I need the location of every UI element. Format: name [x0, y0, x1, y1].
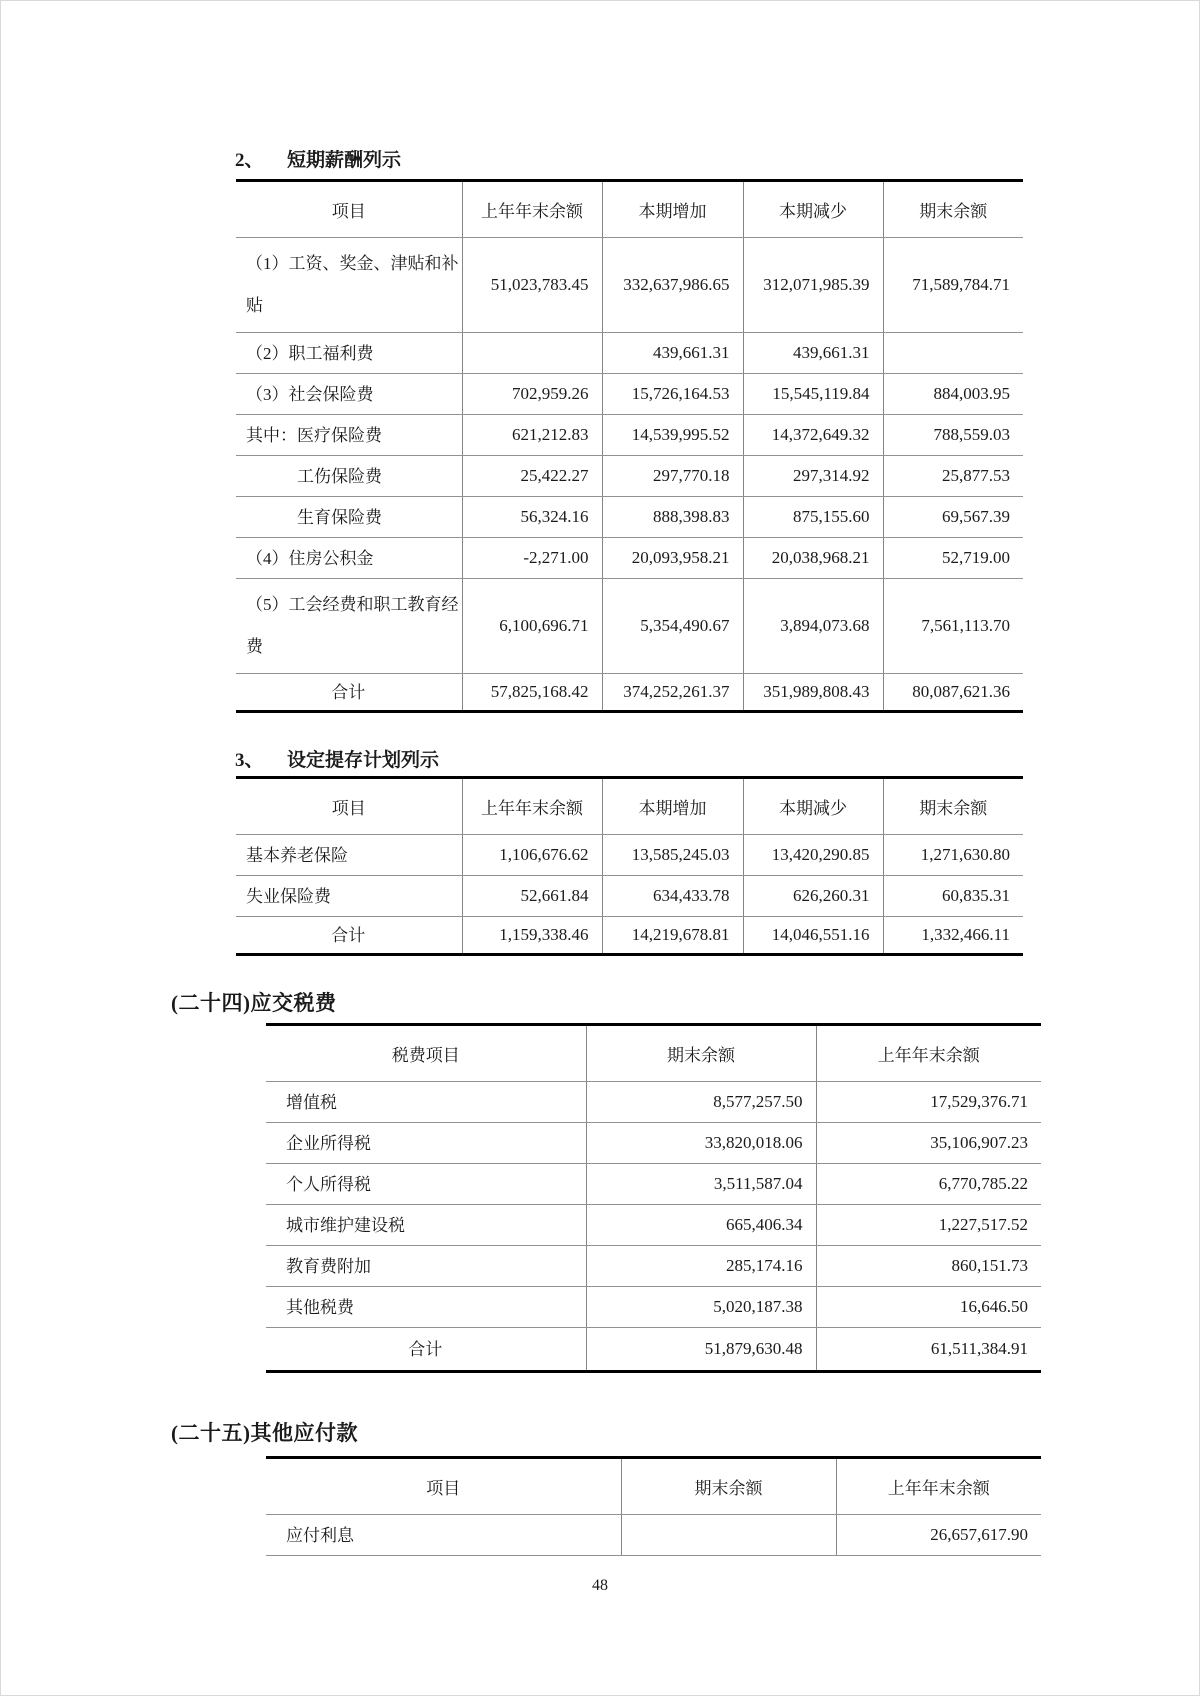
column-header: 上年年末余额 [816, 1025, 1041, 1082]
cell-value: 875,155.60 [743, 497, 883, 538]
cell-value: 52,719.00 [883, 538, 1023, 579]
row-label: （1）工资、奖金、津贴和补贴 [236, 238, 462, 333]
cell-value: 20,038,968.21 [743, 538, 883, 579]
section-number: (二十四) [171, 991, 251, 1015]
cell-value: 16,646.50 [816, 1287, 1041, 1328]
column-header: 项目 [236, 181, 462, 238]
cell-value: 3,894,073.68 [743, 579, 883, 674]
header-row [266, 1025, 1041, 1082]
row-label: （4）住房公积金 [236, 538, 462, 579]
section-heading-defined-contribution [235, 745, 439, 772]
column-header: 项目 [236, 778, 462, 835]
section-title: 其他应付款 [250, 1421, 358, 1445]
column-header: 期末余额 [883, 778, 1023, 835]
section-title: 应交税费 [250, 991, 337, 1015]
cell-value: 439,661.31 [602, 333, 743, 374]
table-row [266, 1123, 1041, 1164]
section-heading-taxes-payable [171, 987, 337, 1017]
total-row [236, 917, 1023, 955]
table-row [266, 1287, 1041, 1328]
cell-value: 1,332,466.11 [921, 925, 1010, 944]
row-label: （3）社会保险费 [236, 374, 462, 415]
table-row [236, 374, 1023, 415]
section-number: (二十五) [171, 1421, 251, 1445]
cell-value: 702,959.26 [462, 374, 602, 415]
cell-value: 51,023,783.45 [462, 238, 602, 333]
total-row [266, 1328, 1041, 1372]
row-label: （5）工会经费和职工教育经费 [236, 579, 462, 674]
cell-value: 621,212.83 [462, 415, 602, 456]
column-header: 上年年末余额 [836, 1458, 1041, 1515]
column-header: 上年年末余额 [462, 181, 602, 238]
cell-value: 1,106,676.62 [462, 835, 602, 876]
column-header: 本期减少 [743, 778, 883, 835]
cell-value [621, 1515, 836, 1556]
cell-value: 6,100,696.71 [462, 579, 602, 674]
other-payables-table [266, 1456, 1041, 1556]
cell-value: 57,825,168.42 [462, 674, 602, 712]
cell-value: 52,661.84 [462, 876, 602, 917]
cell-value: 860,151.73 [816, 1246, 1041, 1287]
table-row [236, 835, 1023, 876]
header-row [236, 181, 1023, 238]
header-row [236, 778, 1023, 835]
column-header: 期末余额 [883, 181, 1023, 238]
cell-value: 25,877.53 [883, 456, 1023, 497]
column-header: 税费项目 [266, 1025, 586, 1082]
cell-value: 14,219,678.81 [602, 917, 743, 955]
table-row [236, 415, 1023, 456]
column-header: 项目 [266, 1458, 621, 1515]
short-term-compensation-table [236, 179, 1023, 713]
total-row [236, 674, 1023, 712]
cell-value: 297,770.18 [602, 456, 743, 497]
section-title: 设定提存计划列示 [287, 750, 440, 771]
cell-value: 888,398.83 [602, 497, 743, 538]
cell-value: 69,567.39 [883, 497, 1023, 538]
row-label: 其中：医疗保险费 [236, 415, 462, 456]
cell-value: 26,657,617.90 [836, 1515, 1041, 1556]
cell-value [883, 333, 1023, 374]
cell-value: 1,227,517.52 [816, 1205, 1041, 1246]
cell-value: 25,422.27 [462, 456, 602, 497]
column-header: 期末余额 [621, 1458, 836, 1515]
cell-value: -2,271.00 [462, 538, 602, 579]
row-label: 工伤保险费 [236, 456, 462, 497]
cell-value: 14,539,995.52 [602, 415, 743, 456]
cell-value: 14,046,551.16 [743, 917, 883, 955]
section-heading-other-payables [171, 1417, 358, 1447]
row-label: 合计 [236, 917, 462, 955]
cell-value: 285,174.16 [586, 1246, 816, 1287]
section-number: 2、 [235, 150, 264, 171]
header-row [266, 1458, 1041, 1515]
cell-value: 374,252,261.37 [602, 674, 743, 712]
cell-value: 6,770,785.22 [816, 1164, 1041, 1205]
cell-value: 80,087,621.36 [912, 682, 1010, 701]
cell-value: 1,159,338.46 [462, 917, 602, 955]
row-label: 失业保险费 [236, 876, 462, 917]
cell-value: 297,314.92 [743, 456, 883, 497]
row-label: （2）职工福利费 [236, 333, 462, 374]
cell-value: 312,071,985.39 [743, 238, 883, 333]
row-label: 增值税 [266, 1082, 586, 1123]
cell-value: 17,529,376.71 [816, 1082, 1041, 1123]
cell-value: 15,726,164.53 [602, 374, 743, 415]
row-label: 合计 [236, 674, 462, 712]
cell-value: 33,820,018.06 [586, 1123, 816, 1164]
table-row [266, 1205, 1041, 1246]
cell-value: 14,372,649.32 [743, 415, 883, 456]
row-label: 其他税费 [266, 1287, 586, 1328]
cell-value: 788,559.03 [883, 415, 1023, 456]
cell-value: 13,420,290.85 [743, 835, 883, 876]
table-row [266, 1246, 1041, 1287]
table-row [266, 1082, 1041, 1123]
cell-value: 51,879,630.48 [586, 1328, 816, 1372]
table-row [236, 333, 1023, 374]
cell-value: 15,545,119.84 [743, 374, 883, 415]
cell-value: 332,637,986.65 [602, 238, 743, 333]
table-row [236, 538, 1023, 579]
table-row [236, 238, 1023, 333]
cell-value: 5,020,187.38 [586, 1287, 816, 1328]
table-row [236, 876, 1023, 917]
cell-value: 439,661.31 [743, 333, 883, 374]
row-label: 教育费附加 [266, 1246, 586, 1287]
section-title: 短期薪酬列示 [287, 150, 402, 171]
cell-value: 665,406.34 [586, 1205, 816, 1246]
table-row [236, 456, 1023, 497]
row-label: 个人所得税 [266, 1164, 586, 1205]
table-row [236, 579, 1023, 674]
column-header: 本期增加 [602, 778, 743, 835]
cell-value: 71,589,784.71 [883, 238, 1023, 333]
row-label: 应付利息 [266, 1515, 621, 1556]
table-row [266, 1164, 1041, 1205]
cell-value: 5,354,490.67 [602, 579, 743, 674]
cell-value: 634,433.78 [602, 876, 743, 917]
column-header: 期末余额 [586, 1025, 816, 1082]
cell-value: 8,577,257.50 [586, 1082, 816, 1123]
column-header: 本期减少 [743, 181, 883, 238]
row-label: 城市维护建设税 [266, 1205, 586, 1246]
row-label: 企业所得税 [266, 1123, 586, 1164]
cell-value: 35,106,907.23 [816, 1123, 1041, 1164]
row-label: 合计 [266, 1328, 586, 1372]
cell-value: 1,271,630.80 [883, 835, 1023, 876]
page-number: 48 [592, 1577, 608, 1594]
row-label: 生育保险费 [236, 497, 462, 538]
table-row [236, 497, 1023, 538]
section-heading-short-term [235, 145, 401, 172]
column-header: 上年年末余额 [462, 778, 602, 835]
cell-value: 626,260.31 [743, 876, 883, 917]
cell-value: 884,003.95 [883, 374, 1023, 415]
cell-value: 20,093,958.21 [602, 538, 743, 579]
cell-value: 3,511,587.04 [586, 1164, 816, 1205]
cell-value [462, 333, 602, 374]
cell-value: 60,835.31 [883, 876, 1023, 917]
cell-value: 61,511,384.91 [930, 1339, 1028, 1358]
row-label: 基本养老保险 [236, 835, 462, 876]
column-header: 本期增加 [602, 181, 743, 238]
cell-value: 7,561,113.70 [883, 579, 1023, 674]
defined-contribution-table [236, 776, 1023, 956]
section-number: 3、 [235, 750, 264, 771]
cell-value: 13,585,245.03 [602, 835, 743, 876]
taxes-payable-table [266, 1023, 1041, 1373]
cell-value: 351,989,808.43 [743, 674, 883, 712]
table-row [266, 1515, 1041, 1556]
cell-value: 56,324.16 [462, 497, 602, 538]
